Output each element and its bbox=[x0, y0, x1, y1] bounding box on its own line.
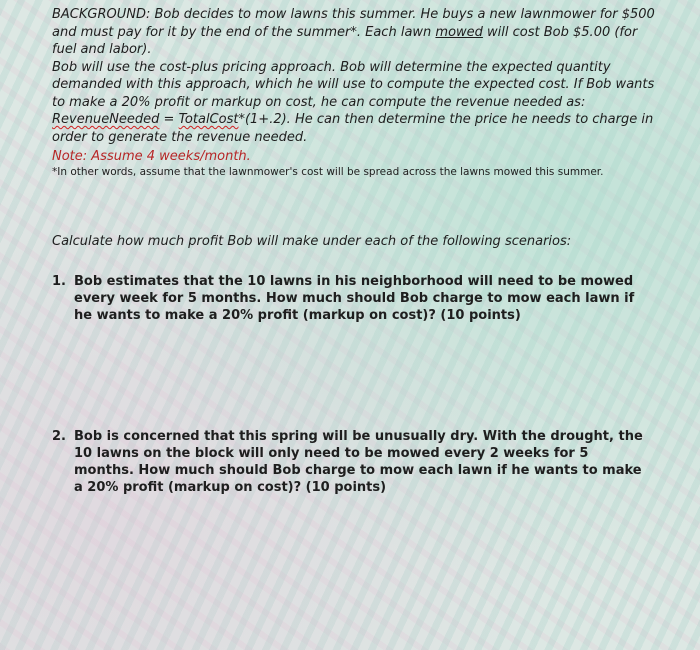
underlined-word-mowed: mowed bbox=[435, 24, 483, 40]
equals-sign: = bbox=[159, 112, 179, 127]
question-1 bbox=[52, 273, 652, 324]
question-2-text: Bob is concerned that this spring will be unusually dry. With the drought, the 10 lawns on the block will only need to be mowed every 2 weeks for 5 months. How much should Bob charge to mow each lawn if he wants to make a 20% profit (markup on cost)? (10 points) bbox=[74, 429, 643, 495]
question-1-number: 1. bbox=[52, 274, 66, 289]
background-section bbox=[52, 6, 662, 146]
background-p1-prefix: BACKGROUND: Bob decides to mow lawns this summer. He buys a new lawnmower for $500 and must pay for it by the end of the summer*. Each lawn bbox=[52, 7, 655, 40]
term-total-cost: TotalCost bbox=[178, 112, 239, 127]
term-revenue-needed: RevenueNeeded bbox=[52, 112, 160, 127]
background-paragraph-2 bbox=[52, 59, 662, 147]
instruction-text: Calculate how much profit Bob will make under each of the following scenarios: bbox=[52, 234, 572, 249]
question-1-text: Bob estimates that the 10 lawns in his neighborhood will need to be mowed every week for 5 months. How much should Bob charge to mow each lawn if he wants to make a 20% profit (markup on cost)? (10 points) bbox=[74, 274, 635, 323]
question-2 bbox=[52, 428, 652, 496]
question-2-number: 2. bbox=[52, 429, 66, 444]
background-paragraph-1 bbox=[52, 6, 662, 59]
note-text: Note: Assume 4 weeks/month. bbox=[52, 149, 251, 164]
background-p2-prefix: Bob will use the cost-plus pricing approach. Bob will determine the expected quantity demanded with this approach, which he will use to compute the expected cost. If Bob wants to make a 20% profit or markup on cost, he can compute the revenue needed as: bbox=[52, 59, 655, 110]
footnote-text: *In other words, assume that the lawnmower's cost will be spread across the lawns mowed this summer. bbox=[52, 166, 604, 178]
background-p1-suffix: will cost Bob $5.00 (for fuel and labor). bbox=[52, 24, 638, 57]
background-p2-suffix: *(1+.2). He can then determine the price he needs to charge in order to generate the revenue needed. bbox=[52, 112, 654, 145]
